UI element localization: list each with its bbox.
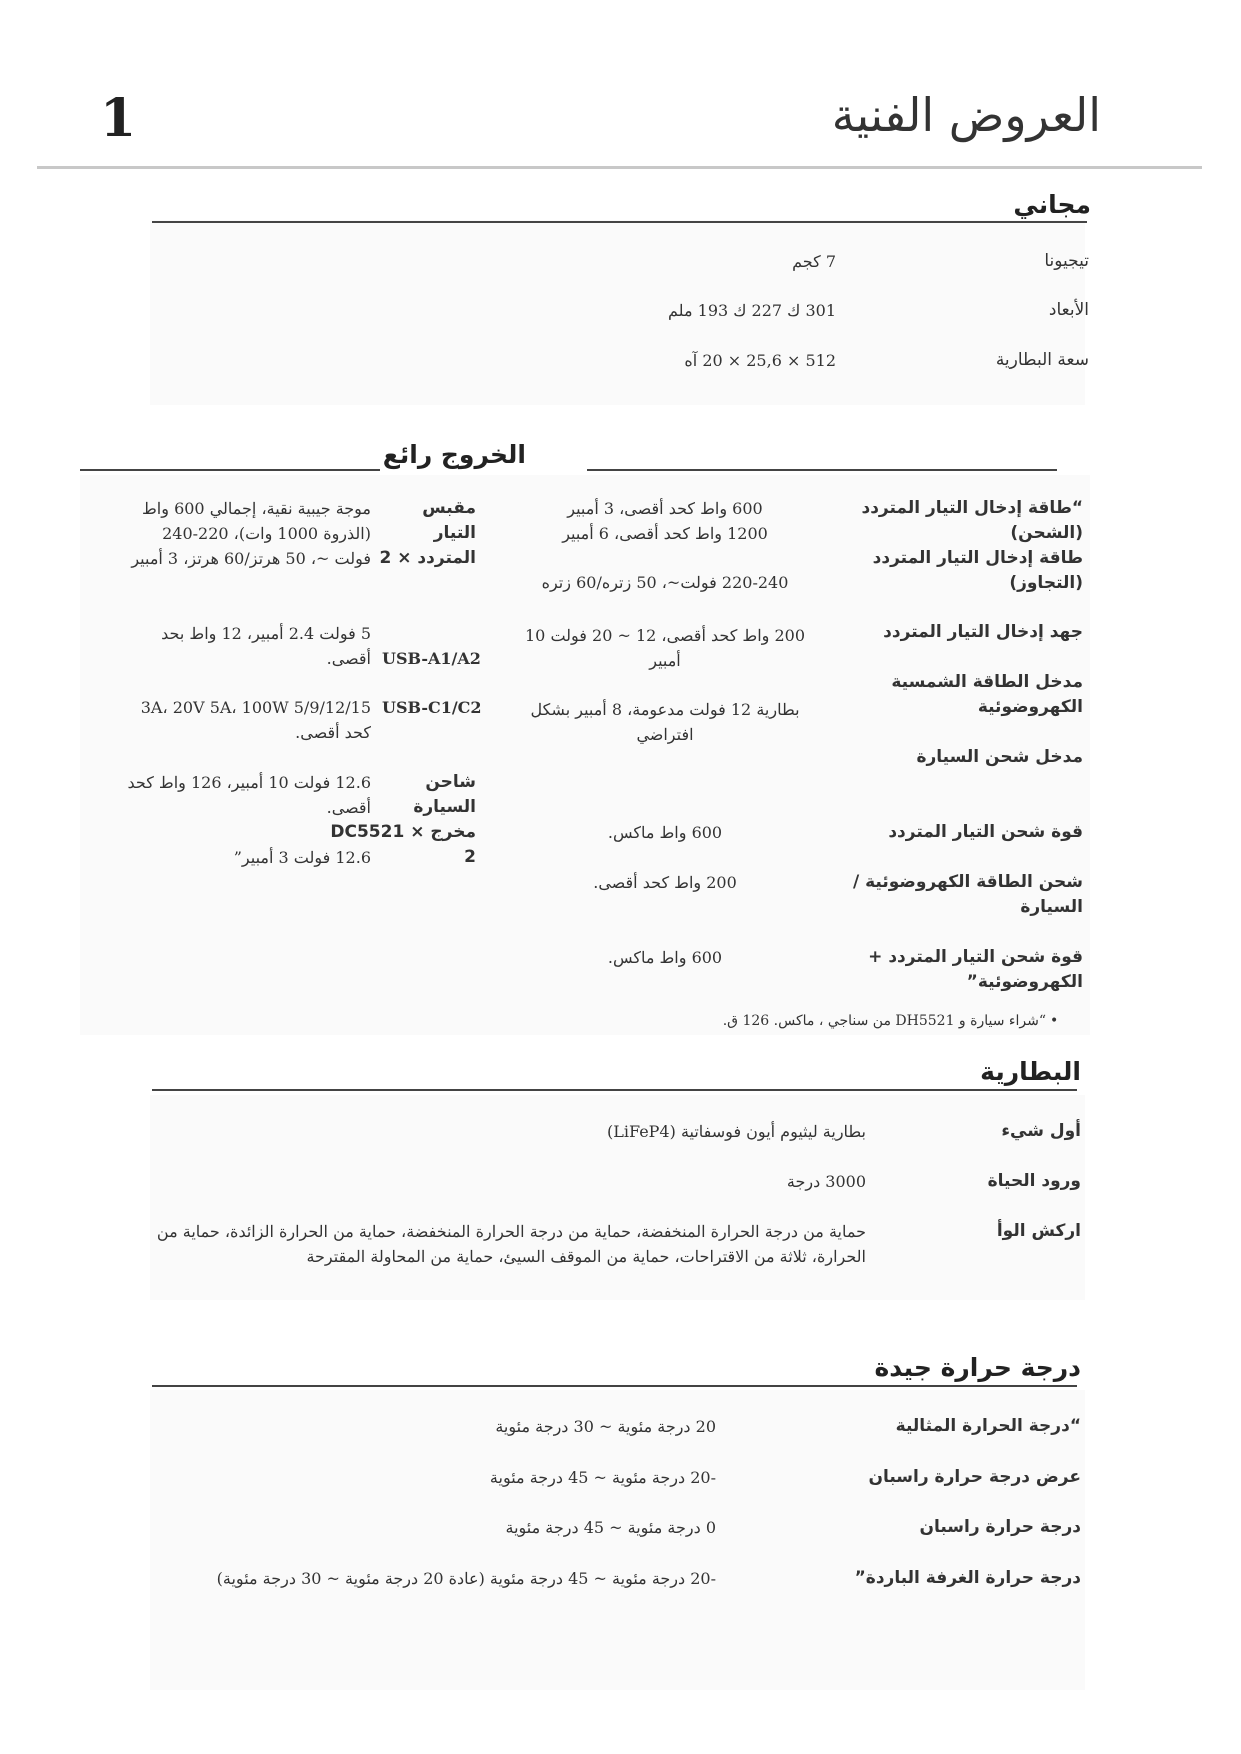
output-line-right	[587, 469, 1057, 471]
ac-charge-input-label: “طاقة إدخال التيار المتردد (الشحن)	[861, 498, 1083, 543]
dimensions-value: 301 ك 227 ك 193 ملم	[668, 301, 836, 320]
discharge-temp-value: -20 درجة مئوية ~ 45 درجة مئوية	[489, 1468, 716, 1487]
weight-value: 7 كجم	[792, 252, 836, 271]
header-divider	[37, 166, 1202, 169]
temperature-section-line	[152, 1385, 1077, 1387]
car-charge-input-value: بطارية 12 فولت مدعومة، 8 أمبير بشكل افتراضي	[530, 700, 800, 744]
ac-charge-input-value: 600 واط كحد أقصى، 3 أمبير	[567, 499, 763, 518]
charge-temp-label: درجة حرارة راسبان	[919, 1517, 1081, 1537]
ac-outlet-label: مقبس التيار المتردد × 2	[379, 498, 476, 568]
page-number: 1	[100, 88, 137, 149]
protection-label: اركش الوأ	[996, 1221, 1081, 1241]
weight-label: تيجيونا	[1044, 251, 1089, 271]
temperature-section-title: درجة حرارة جيدة	[874, 1353, 1081, 1382]
general-panel	[150, 220, 1085, 405]
dc5521-label: مخرج DC5521 × 2	[330, 822, 476, 867]
battery-section-line	[152, 1089, 1077, 1091]
ac-charge-power-label: قوة شحن التيار المتردد	[888, 822, 1083, 842]
dc5521-value: 12.6 فولت 3 أمبير”	[233, 848, 371, 867]
battery-section-title: البطارية	[980, 1057, 1081, 1086]
page-title: العروض الفنية	[831, 88, 1101, 142]
ac-input-voltage-label: جهد إدخال التيار المتردد	[883, 622, 1083, 642]
protection-value: حماية من درجة الحرارة المنخفضة، حماية من درجة الحرارة المنخفضة، حماية من الحرارة الزائدة، حماية من الحرارة، ثلاثة من الاقتراحات، حماية من الموقف السيئ، حماية من المحاولة المقترحة	[156, 1222, 866, 1266]
discharge-temp-label: عرض درجة حرارة راسبان	[868, 1467, 1081, 1487]
ac-charge-power-value: 600 واط ماكس.	[607, 823, 723, 842]
battery-type-value: بطارية ليثيوم أيون فوسفاتية (LiFeP4)	[606, 1122, 866, 1141]
solar-input-value: 200 واط كحد أقصى، 12 ~ 20 فولت 10 أمبير	[525, 626, 805, 670]
storage-temp-value: -20 درجة مئوية ~ 45 درجة مئوية (عادة 20 درجة مئوية ~ 30 درجة مئوية)	[216, 1569, 716, 1588]
usb-c-value: 5/9/12/15 3A، 20V 5A، 100W كحد أقصى.	[140, 698, 371, 742]
general-section-title: مجاني	[1013, 190, 1091, 219]
ac-bypass-input-value: 1200 واط كحد أقصى، 6 أمبير	[562, 524, 768, 543]
car-charger-label: شاحن السيارة	[413, 772, 476, 817]
general-section-line	[152, 221, 1087, 223]
ac-outlet-value: موجة جيبية نقية، إجمالي 600 واط (الذروة 1000 وات)، 220-240 فولت ~، 50 هرتز/60 هرتز، 3 أمبير	[131, 499, 371, 568]
output-section-title: الخروج رائع	[382, 440, 526, 469]
usb-a-label: USB-A1/A2	[382, 649, 481, 668]
usb-a-value: 5 فولت 2.4 أمبير، 12 واط بحد أقصى.	[161, 624, 371, 668]
ac-pv-charge-power-value: 600 واط ماكس.	[607, 948, 723, 967]
ac-input-voltage-value: 220-240 فولت~، 50 زتره/60 زتره	[541, 573, 789, 592]
usb-c-label: USB-C1/C2	[382, 698, 482, 717]
ideal-temp-label: “درجة الحرارة المثالية	[895, 1416, 1081, 1436]
cycle-life-value: 3000 درجة	[786, 1172, 866, 1191]
note-bullet-icon: •	[1050, 1013, 1059, 1029]
pv-car-charge-label: شحن الطاقة الكهروضوئية / السيارة	[852, 872, 1083, 917]
car-charge-input-label: مدخل شحن السيارة	[916, 747, 1083, 767]
cycle-life-label: ورود الحياة	[987, 1171, 1081, 1191]
solar-input-label: مدخل الطاقة الشمسية الكهروضوئية	[891, 672, 1083, 717]
dimensions-label: الأبعاد	[1048, 300, 1089, 320]
output-line-left	[80, 469, 380, 471]
storage-temp-label: درجة حرارة الغرفة الباردة”	[854, 1568, 1081, 1588]
ac-bypass-input-label: طاقة إدخال التيار المتردد (التجاوز)	[872, 548, 1083, 593]
battery-capacity-label: سعة البطارية	[995, 350, 1089, 370]
ideal-temp-value: 20 درجة مئوية ~ 30 درجة مئوية	[495, 1417, 716, 1436]
output-note: “شراء سيارة و DH5521 من سناجي ، ماكس. 126 ق.	[722, 1013, 1046, 1029]
battery-capacity-value: 512 × 25,6 × 20 آه	[684, 351, 836, 370]
battery-type-label: أول شيء	[1001, 1121, 1081, 1141]
car-charger-value: 12.6 فولت 10 أمبير، 126 واط كحد أقصى.	[127, 773, 371, 817]
ac-pv-charge-power-label: قوة شحن التيار المتردد + الكهروضوئية”	[868, 947, 1083, 992]
pv-car-charge-value: 200 واط كحد أقصى.	[593, 873, 737, 892]
charge-temp-value: 0 درجة مئوية ~ 45 درجة مئوية	[505, 1518, 716, 1537]
